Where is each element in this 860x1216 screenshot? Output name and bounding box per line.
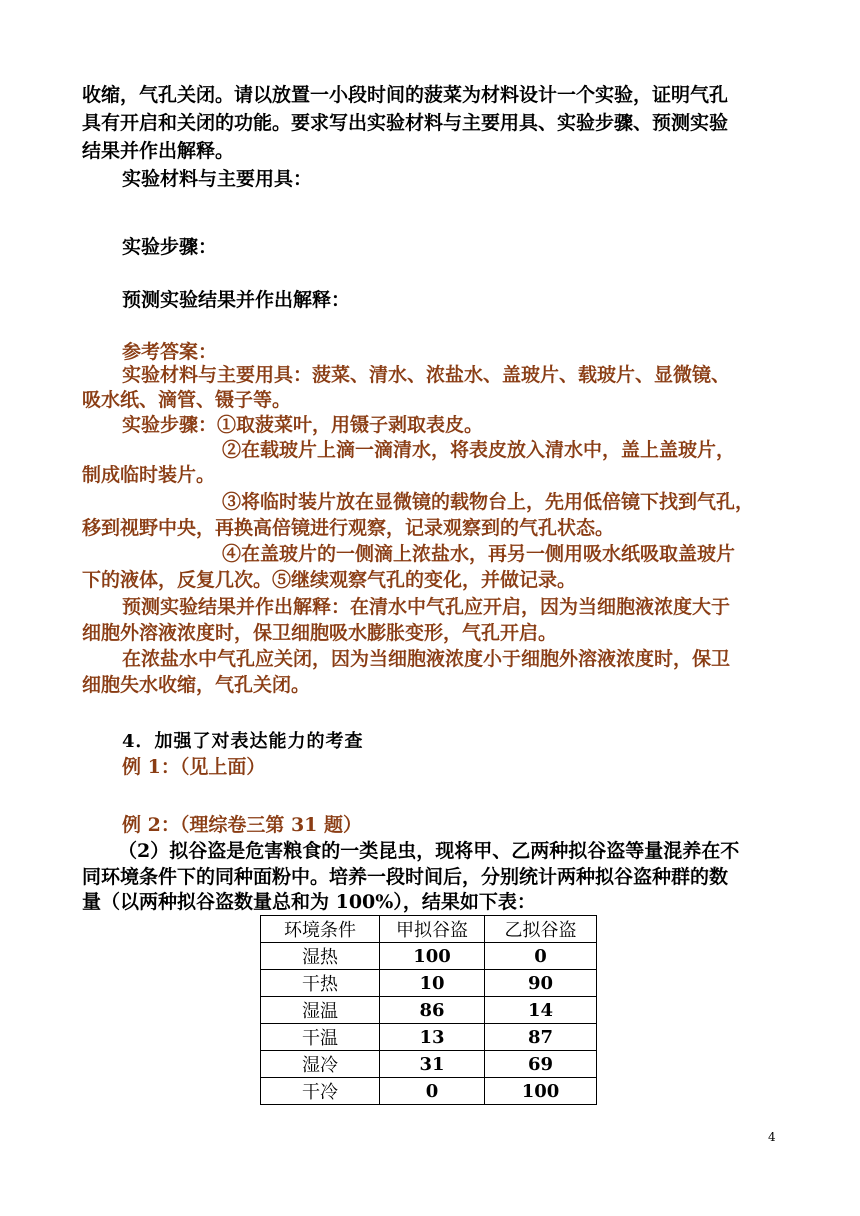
table-row: [261, 1024, 597, 1051]
answer-predict-line-3: 在浓盐水中气孔应关闭，因为当细胞液浓度小于细胞外溶液浓度时，保卫: [122, 648, 731, 670]
section-4-heading: 4．加强了对表达能力的考查: [122, 731, 364, 752]
answer-step-4-line-2: 下的液体，反复几次。⑤继续观察气孔的变化，并做记录。: [82, 569, 577, 591]
table-header-row: [261, 916, 597, 943]
answer-heading: 参考答案：: [122, 341, 218, 363]
table-cell-value: 0: [485, 943, 597, 970]
table-cell-value: 100: [485, 1078, 597, 1105]
table-cell-value: 10: [380, 970, 485, 997]
table-cell-value: 0: [380, 1078, 485, 1105]
table-cell-condition: 湿冷: [261, 1051, 380, 1078]
answer-predict-line-1: 预测实验结果并作出解释：在清水中气孔应开启，因为当细胞液浓度大于: [122, 596, 731, 618]
example-1: 例 1：（见上面）: [122, 756, 266, 778]
problem-line-3: 量（以两种拟谷盗数量总和为 100%），结果如下表：: [82, 891, 536, 913]
table-row: [261, 970, 597, 997]
answer-predict-line-4: 细胞失水收缩，气孔关闭。: [82, 674, 311, 696]
table-row: [261, 1051, 597, 1078]
table-cell-value: 14: [485, 997, 597, 1024]
table-header-cell: 甲拟谷盗: [380, 916, 485, 943]
question-line-1: 收缩，气孔关闭。请以放置一小段时间的菠菜为材料设计一个实验，证明气孔: [82, 84, 729, 106]
table-cell-condition: 湿热: [261, 943, 380, 970]
answer-step-2-line-1: ②在载玻片上滴一滴清水，将表皮放入清水中，盖上盖玻片，: [222, 439, 736, 461]
table-cell-value: 86: [380, 997, 485, 1024]
steps-prompt: 实验步骤：: [122, 236, 218, 258]
table-header-cell: 乙拟谷盗: [485, 916, 597, 943]
table-cell-value: 100: [380, 943, 485, 970]
beetle-table: [260, 915, 597, 1105]
example-2: 例 2：（理综卷三第 31 题）: [122, 814, 363, 836]
answer-step-3-line-2: 移到视野中央，再换高倍镜进行观察，记录观察到的气孔状态。: [82, 517, 615, 539]
table-cell-value: 69: [485, 1051, 597, 1078]
answer-materials-line-2: 吸水纸、滴管、镊子等。: [82, 389, 292, 411]
question-line-2: 具有开启和关闭的功能。要求写出实验材料与主要用具、实验步骤、预测实验: [82, 112, 729, 134]
answer-step-2-line-2: 制成临时装片。: [82, 464, 216, 486]
answer-step-4-line-1: ④在盖玻片的一侧滴上浓盐水，再另一侧用吸水纸吸取盖玻片: [222, 543, 736, 565]
table-cell-value: 13: [380, 1024, 485, 1051]
table-cell-condition: 干冷: [261, 1078, 380, 1105]
table-row: [261, 1078, 597, 1105]
page-number: 4: [768, 1130, 776, 1144]
table-cell-value: 31: [380, 1051, 485, 1078]
problem-line-1: （2）拟谷盗是危害粮食的一类昆虫，现将甲、乙两种拟谷盗等量混养在不: [118, 840, 740, 862]
problem-line-2: 同环境条件下的同种面粉中。培养一段时间后，分别统计两种拟谷盗种群的数: [82, 866, 729, 888]
table-cell-condition: 干热: [261, 970, 380, 997]
table-row: [261, 997, 597, 1024]
answer-predict-line-2: 细胞外溶液浓度时，保卫细胞吸水膨胀变形，气孔开启。: [82, 622, 558, 644]
table-cell-value: 90: [485, 970, 597, 997]
table-cell-value: 87: [485, 1024, 597, 1051]
table-cell-condition: 湿温: [261, 997, 380, 1024]
predict-prompt: 预测实验结果并作出解释：: [122, 289, 351, 311]
answer-materials-line-1: 实验材料与主要用具：菠菜、清水、浓盐水、盖玻片、载玻片、显微镜、: [122, 364, 731, 386]
table-cell-condition: 干温: [261, 1024, 380, 1051]
table-row: [261, 943, 597, 970]
materials-prompt: 实验材料与主要用具：: [122, 168, 313, 190]
table-header-cell: 环境条件: [261, 916, 380, 943]
question-line-3: 结果并作出解释。: [82, 140, 235, 162]
answer-step-3-line-1: ③将临时装片放在显微镜的载物台上，先用低倍镜下找到气孔，: [222, 491, 755, 513]
answer-step-1: 实验步骤：①取菠菜叶，用镊子剥取表皮。: [122, 414, 484, 436]
